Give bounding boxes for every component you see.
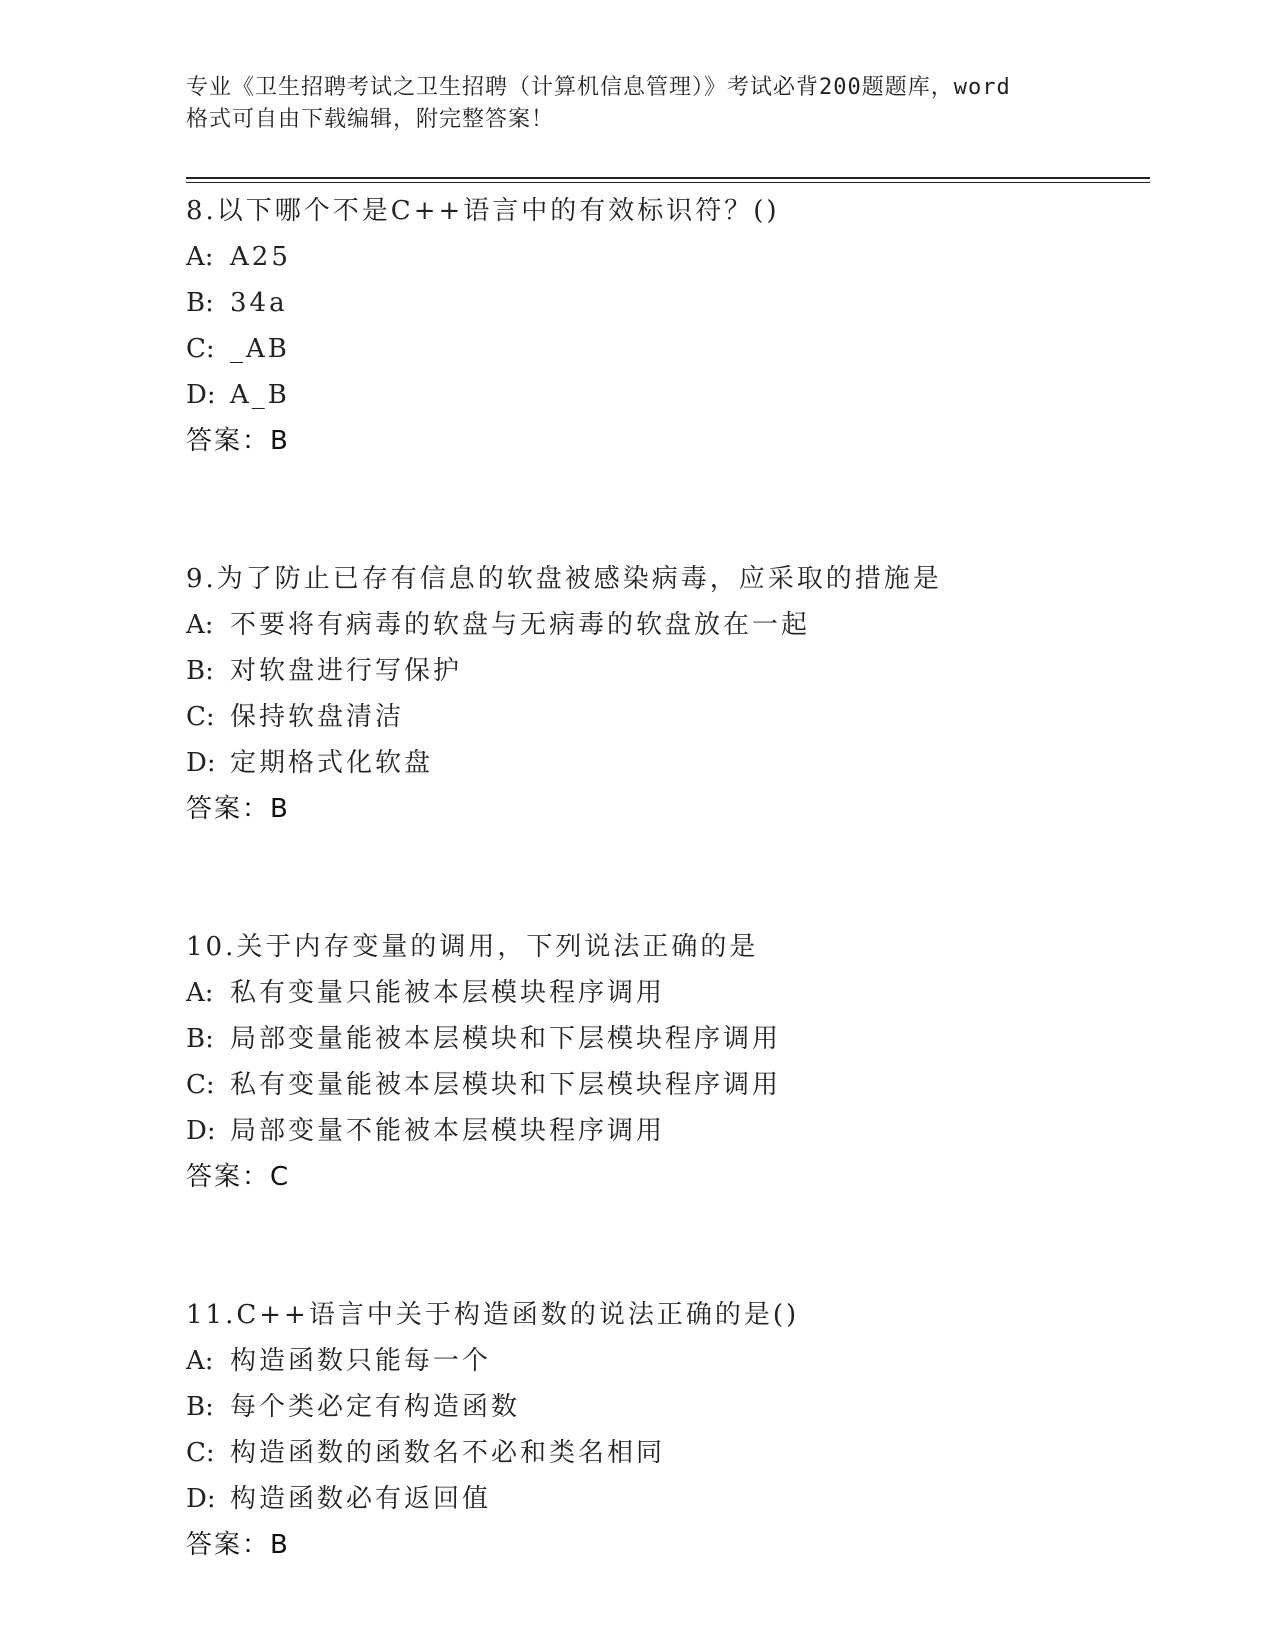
question-spacer: [186, 464, 1146, 556]
option-letter: C:: [186, 334, 215, 364]
option-text: 构造函数必有返回值: [230, 1484, 492, 1514]
option-letter: D:: [186, 380, 216, 410]
option-text: 私有变量能被本层模块和下层模块程序调用: [230, 1070, 782, 1100]
question-spacer: [186, 832, 1146, 924]
option-letter: D:: [186, 1116, 216, 1146]
option-text: A_B: [230, 380, 290, 410]
option-text: A25: [230, 242, 291, 272]
option-c: [186, 1430, 1146, 1476]
document-header: [186, 72, 1086, 136]
question-11: [186, 1292, 1146, 1568]
option-letter: C:: [186, 702, 215, 732]
option-c: [186, 326, 1146, 372]
option-letter: D:: [186, 748, 216, 778]
option-letter: C:: [186, 1438, 215, 1468]
option-b: [186, 648, 1146, 694]
option-text: 34a: [230, 288, 288, 318]
option-d: [186, 1108, 1146, 1154]
question-list: [186, 188, 1146, 1568]
option-d: [186, 372, 1146, 418]
option-c: [186, 694, 1146, 740]
option-text: 局部变量能被本层模块和下层模块程序调用: [230, 1024, 782, 1054]
option-text: _AB: [230, 334, 290, 364]
option-letter: B:: [186, 1392, 214, 1422]
option-b: [186, 1384, 1146, 1430]
question-stem: 11.C++语言中关于构造函数的说法正确的是(): [186, 1300, 800, 1330]
option-text: 每个类必定有构造函数: [230, 1392, 521, 1422]
option-letter: D:: [186, 1484, 216, 1514]
answer-line: 答案：B: [186, 794, 290, 824]
answer-line: 答案：B: [186, 1530, 290, 1560]
option-text: 对软盘进行写保护: [230, 656, 463, 686]
option-text: 私有变量只能被本层模块程序调用: [230, 978, 666, 1008]
question-10: [186, 924, 1146, 1200]
option-text: 保持软盘清洁: [230, 702, 405, 732]
option-b: [186, 280, 1146, 326]
answer-line: 答案：B: [186, 426, 290, 456]
option-b: [186, 1016, 1146, 1062]
option-d: [186, 1476, 1146, 1522]
option-text: 局部变量不能被本层模块程序调用: [230, 1116, 666, 1146]
answer-line: 答案：C: [186, 1162, 291, 1192]
option-letter: B:: [186, 656, 214, 686]
question-stem: 10.关于内存变量的调用，下列说法正确的是: [186, 932, 759, 962]
option-letter: A:: [186, 1346, 214, 1376]
option-letter: B:: [186, 1024, 214, 1054]
question-9: [186, 556, 1146, 832]
option-d: [186, 740, 1146, 786]
question-spacer: [186, 1200, 1146, 1292]
option-letter: A:: [186, 242, 214, 272]
option-a: [186, 1338, 1146, 1384]
question-stem: 9.为了防止已存有信息的软盘被感染病毒，应采取的措施是: [186, 564, 942, 594]
header-line-2: 格式可自由下载编辑，附完整答案！: [186, 107, 555, 132]
header-line-1: 专业《卫生招聘考试之卫生招聘（计算机信息管理）》考试必背200题题库，word: [186, 75, 1011, 100]
option-text: 构造函数只能每一个: [230, 1346, 492, 1376]
option-letter: A:: [186, 610, 214, 640]
option-letter: C:: [186, 1070, 215, 1100]
option-a: [186, 234, 1146, 280]
option-text: 构造函数的函数名不必和类名相同: [230, 1438, 666, 1468]
option-letter: B:: [186, 288, 214, 318]
option-letter: A:: [186, 978, 214, 1008]
option-c: [186, 1062, 1146, 1108]
question-8: [186, 188, 1146, 464]
option-a: [186, 970, 1146, 1016]
option-text: 定期格式化软盘: [230, 748, 434, 778]
option-text: 不要将有病毒的软盘与无病毒的软盘放在一起: [230, 610, 811, 640]
option-a: [186, 602, 1146, 648]
header-divider-thick: [186, 177, 1150, 179]
header-divider-thin: [186, 182, 1150, 183]
question-stem: 8.以下哪个不是C++语言中的有效标识符？(): [186, 196, 780, 226]
